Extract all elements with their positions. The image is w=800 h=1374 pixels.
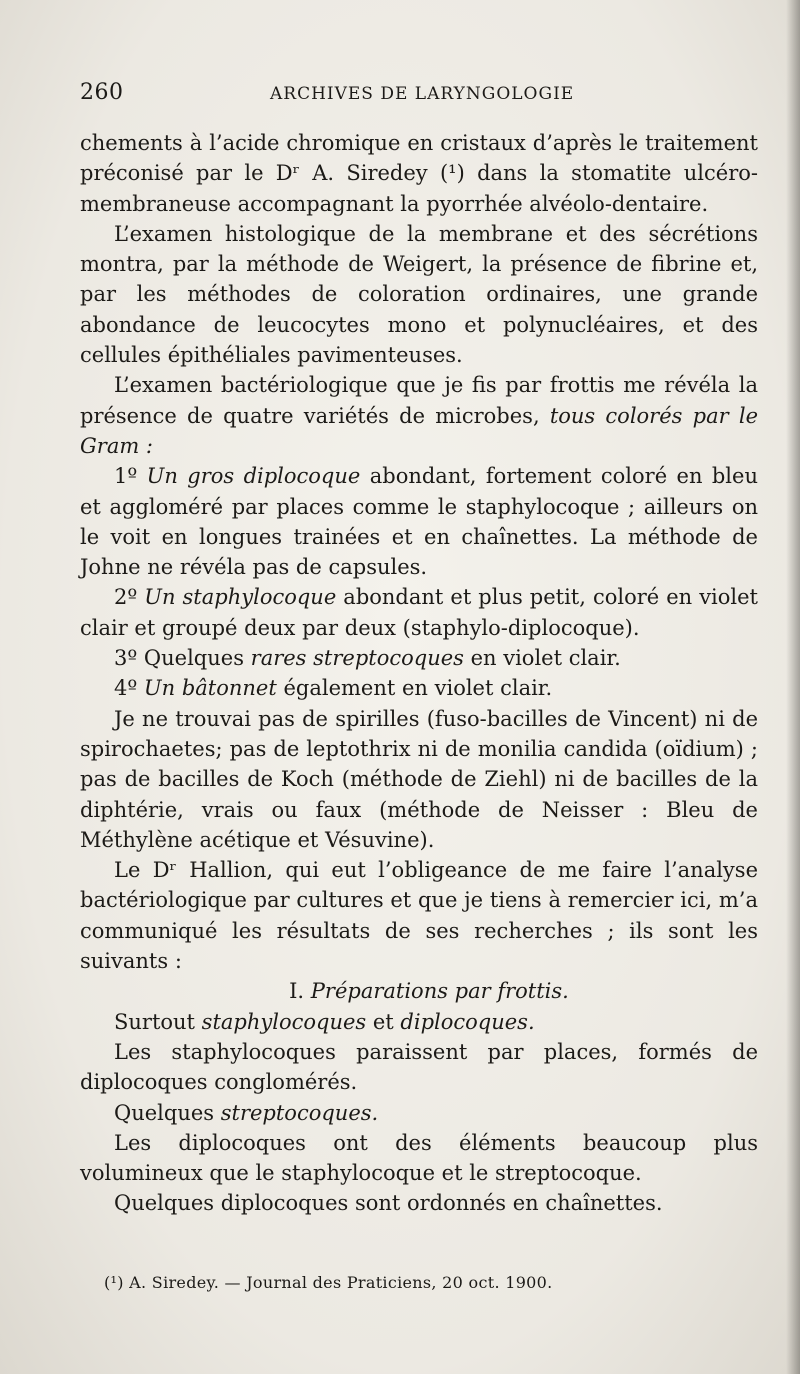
list-item-3 — [80, 643, 758, 673]
list-item-2-text: abondant et plus petit, coloré en violet clair et groupé deux par deux (staphylo-diplocoque). — [80, 585, 758, 640]
list-item-1 — [80, 461, 758, 582]
section-heading — [80, 976, 758, 1006]
paragraph-surtout-em2: diplocoques. — [400, 1009, 535, 1034]
footnote: (¹) A. Siredey. — Journal des Praticiens, 20 oct. 1900. — [104, 1273, 553, 1292]
list-item-2-emphasis: Un staphylocoque — [144, 585, 337, 610]
paragraph-bacteriology — [80, 370, 758, 461]
section-title: Préparations par frottis. — [310, 979, 569, 1004]
paragraph-streptocoques-em: streptocoques. — [220, 1100, 379, 1125]
paragraph-diplocoques-volume: Les diplocoques ont des éléments beaucoup plus volumineux que le staphylocoque et le streptocoque. — [80, 1130, 758, 1186]
list-item-4 — [80, 673, 758, 703]
list-item-4-number: 4º — [114, 676, 144, 701]
page-edge-shadow — [786, 0, 800, 1374]
list-item-4-emphasis: Un bâtonnet — [143, 676, 277, 701]
list-item-1-emphasis: Un gros diplocoque — [146, 464, 361, 489]
paragraph-hallion: Le Dʳ Hallion, qui eut l’obligeance de me faire l’analyse bactériologique par cultures et que je tiens à remercier ici, m’a communiqué les résultats de ses recherches ; ils sont les suivants : — [80, 858, 758, 974]
list-item-1-text: abondant, fortement coloré en bleu et aggloméré par places comme le staphylocoque ; ailleurs on le voit en longues trainées et en chaînettes. La méthode de Johne ne révéla pas de capsules. — [80, 464, 758, 580]
paragraph-staphylocoques: Les staphylocoques paraissent par places, formés de diplocoques conglomérés. — [80, 1039, 758, 1095]
paragraph-streptocoques — [80, 1098, 758, 1128]
page-number: 260 — [80, 80, 124, 105]
paragraph-surtout-b: et — [366, 1009, 401, 1034]
paragraph-negative-findings: Je ne trouvai pas de spirilles (fuso-bacilles de Vincent) ni de spirochaetes; pas de leptothrix ni de monilia candida (oïdium) ; pas de bacilles de Koch (méthode de Ziehl) ni de bacilles de la diphtérie, vrais ou faux (méthode de Neisser : Bleu de Méthylène acétique et Vésuvine). — [80, 706, 758, 852]
list-item-1-number: 1º — [114, 464, 147, 489]
paragraph-bacteriology-text: L’examen bactériologique que je fis par frottis me révéla la présence de quatre variétés de microbes, — [80, 373, 758, 428]
running-title: ARCHIVES DE LARYNGOLOGIE — [270, 84, 575, 104]
page-header — [80, 80, 770, 110]
list-item-3-number: 3º Quelques — [114, 646, 251, 671]
paragraph-histology: L’examen histologique de la membrane et des sécrétions montra, par la méthode de Weigert, la présence de fibrine et, par les méthodes de coloration ordinaires, une grande abondance de leucocytes mono et polynucléaires, et des cellules épithéliales pavimenteuses. — [80, 221, 758, 368]
paragraph-surtout-em1: staphylocoques — [201, 1009, 367, 1034]
list-item-2 — [80, 582, 758, 643]
list-item-3-text: en violet clair. — [463, 646, 621, 671]
list-item-3-emphasis: rares streptocoques — [250, 646, 464, 671]
body-text — [80, 128, 758, 1219]
paragraph-surtout-a: Surtout — [114, 1009, 202, 1034]
section-number: I. — [289, 979, 311, 1004]
paragraph-bacteriology-emphasis: tous colorés par le Gram : — [80, 403, 758, 458]
paragraph-surtout — [80, 1007, 758, 1037]
paragraph-streptocoques-a: Quelques — [114, 1100, 221, 1125]
list-item-4-text: également en violet clair. — [276, 676, 553, 701]
paragraph-diplocoques-chainettes: Quelques diplocoques sont ordonnés en chaînettes. — [114, 1191, 663, 1216]
list-item-2-number: 2º — [114, 585, 145, 610]
paragraph-continued: chements à l’acide chromique en cristaux d’après le traitement préconisé par le Dʳ A. Siredey (¹) dans la stomatite ulcéro-membraneuse accompagnant la pyorrhée alvéolo-dentaire. — [80, 131, 758, 216]
